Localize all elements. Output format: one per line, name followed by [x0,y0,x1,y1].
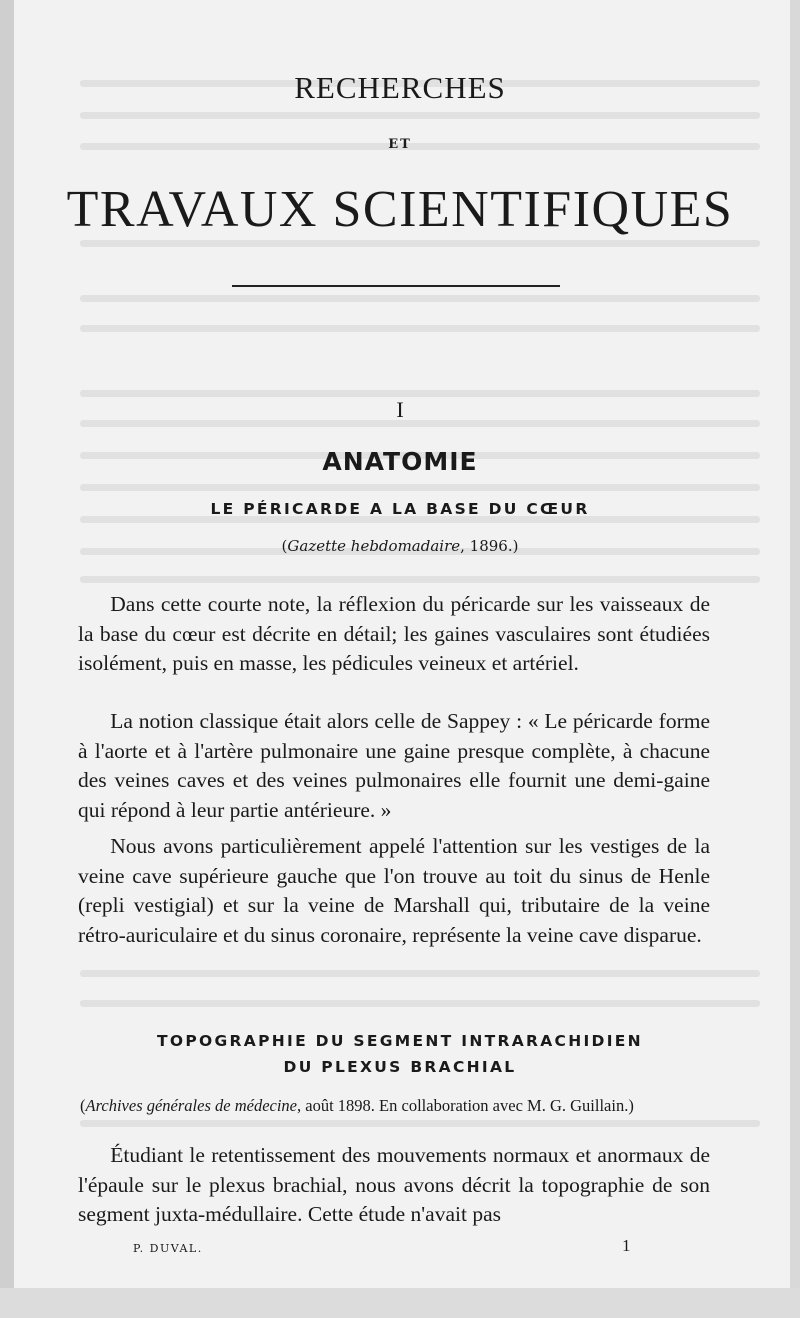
article1-citation: (Gazette hebdomadaire, 1896.) [281,537,519,555]
title-rule [232,285,560,287]
article1-paragraph-1: Dans cette courte note, la réflexion du péricarde sur les vaisseaux de la base du cœur est décrite en détail; les gaines vasculaires sont étudiées isolément, puis en masse, les pédicules veineux et artériel. [78,592,710,675]
article1-journal: Gazette hebdomadaire [287,537,461,555]
article1-paragraph-2: La notion classique était alors celle de Sappey : « Le péricarde forme à l'aorte et à l'artère pulmonaire une gaine presque complète, à chacune des veines caves et des veines pulmonaires elle fournit une demi-gaine qui répond à leur partie antérieure. » [78,709,710,822]
title-recherches: RECHERCHES [294,70,506,105]
page-bottom-edge [0,1288,800,1318]
article1-title: LE PÉRICARDE A LA BASE DU CŒUR [210,500,590,518]
article2-citation: (Archives générales de médecine, août 1898. En collaboration avec M. G. Guillain.) [80,1096,634,1115]
title-travaux-scientifiques: TRAVAUX SCIENTIFIQUES [66,181,734,238]
page-number: 1 [622,1236,631,1255]
footer-signature: P. DUVAL. [133,1242,203,1255]
section-number: I [396,397,404,422]
article2-title-line-1: TOPOGRAPHIE DU SEGMENT INTRARACHIDIEN [157,1032,643,1050]
title-et: ET [388,137,412,152]
article2-journal: Archives générales de médecine [85,1096,298,1115]
article2-title-line-2: DU PLEXUS BRACHIAL [283,1058,517,1076]
article2-paragraph: Étudiant le retentissement des mouvements normaux et anormaux de l'épaule sur le plexus brachial, nous avons décrit la topographie de son segment juxta-médullaire. Cette étude n'avait pas [78,1143,710,1226]
section-title: ANATOMIE [322,447,478,476]
article1-paragraph-3: Nous avons particulièrement appelé l'attention sur les vestiges de la veine cave supérieure gauche que l'on trouve au toit du sinus de Henle (repli vestigial) et sur la veine de Marshall qui, tributaire de la veine rétro-auriculaire et du sinus coronaire, représente la veine cave disparue. [78,834,710,947]
